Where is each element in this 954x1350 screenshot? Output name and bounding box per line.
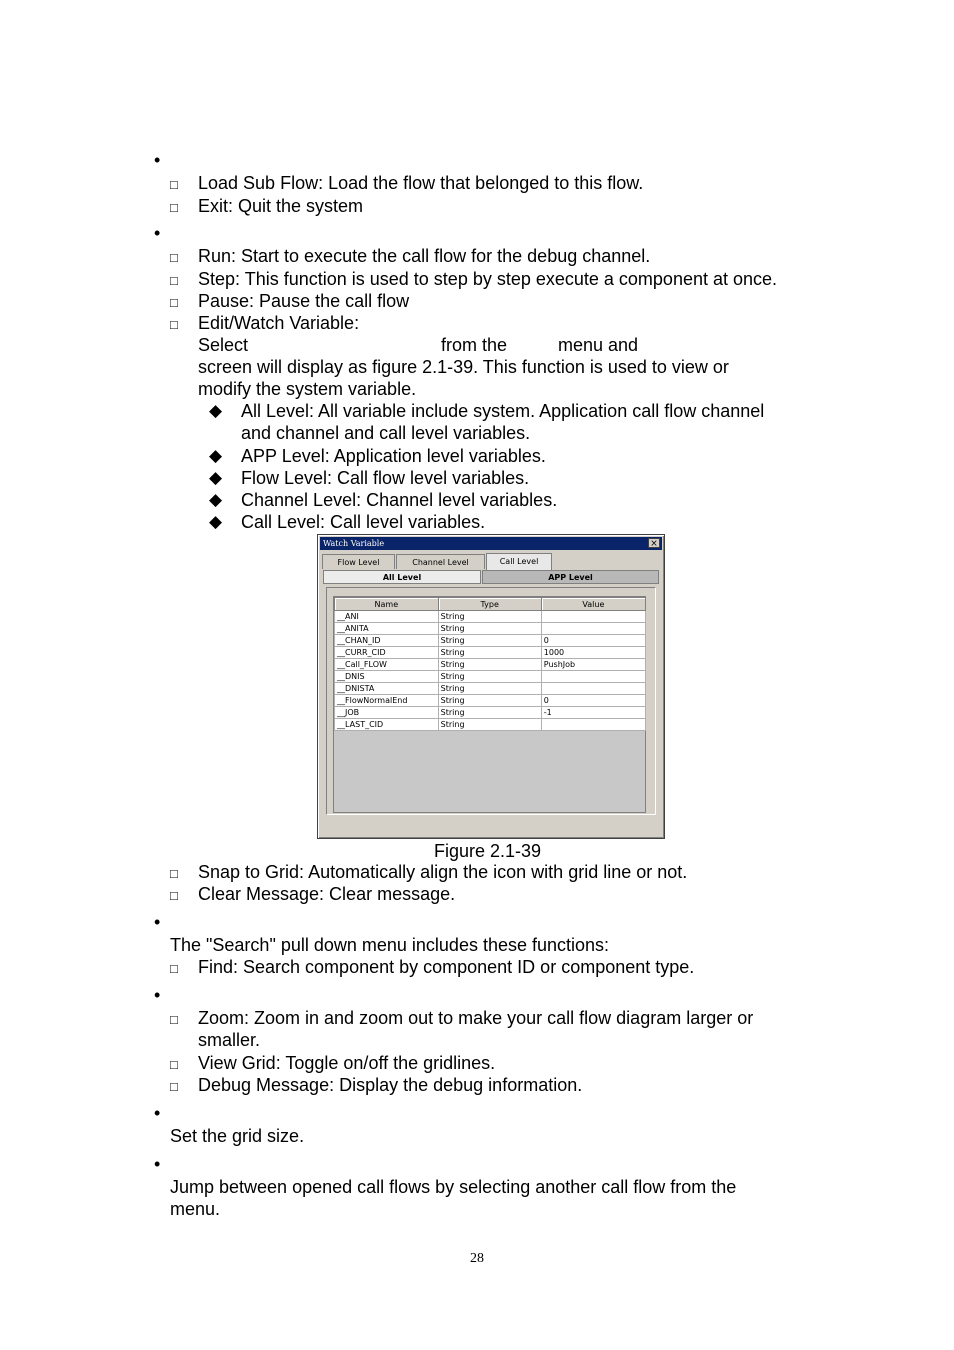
table-row[interactable] bbox=[335, 659, 646, 671]
text-desc-line2: modify the system variable. bbox=[198, 379, 417, 399]
cell-value bbox=[541, 623, 645, 635]
close-icon[interactable]: × bbox=[648, 538, 660, 548]
level-flow: Flow Level: Call flow level variables. bbox=[241, 468, 530, 488]
diamond-bullet: ◆ bbox=[209, 512, 223, 531]
tab-call-level[interactable]: Call Level bbox=[486, 553, 552, 570]
subtab-all-level[interactable]: All Level bbox=[323, 570, 481, 584]
variables-grid bbox=[333, 596, 646, 813]
diamond-bullet: ◆ bbox=[209, 468, 223, 487]
cell-type: String bbox=[438, 659, 541, 671]
cell-name: __Call_FLOW bbox=[335, 659, 439, 671]
text-desc-line1: screen will display as figure 2.1-39. This function is used to view or bbox=[198, 357, 729, 377]
table-row[interactable] bbox=[335, 683, 646, 695]
cell-name: __JOB bbox=[335, 707, 439, 719]
level-all: All Level: All variable include system. Application call flow channel bbox=[241, 401, 765, 421]
window-titlebar bbox=[320, 537, 662, 550]
cell-type: String bbox=[438, 695, 541, 707]
square-bullet: □ bbox=[170, 273, 178, 288]
watch-variable-window bbox=[317, 534, 665, 839]
square-bullet: □ bbox=[170, 317, 178, 332]
square-bullet: □ bbox=[170, 888, 178, 903]
cell-type: String bbox=[438, 671, 541, 683]
item-step: Step: This function is used to step by step execute a component at once. bbox=[198, 269, 778, 289]
cell-value: 0 bbox=[541, 695, 645, 707]
table-row[interactable] bbox=[335, 647, 646, 659]
table-row[interactable] bbox=[335, 671, 646, 683]
cell-value bbox=[541, 611, 645, 623]
bullet-view: • bbox=[154, 985, 161, 1005]
item-snap-to-grid: Snap to Grid: Automatically align the icon with grid line or not. bbox=[198, 862, 688, 882]
tab-flow-level[interactable]: Flow Level bbox=[322, 554, 395, 569]
item-pause: Pause: Pause the call flow bbox=[198, 291, 410, 311]
page-number: 28 bbox=[470, 1251, 484, 1266]
square-bullet: □ bbox=[170, 1012, 178, 1027]
table-row[interactable] bbox=[335, 707, 646, 719]
level-app: APP Level: Application level variables. bbox=[241, 446, 546, 466]
cell-value bbox=[541, 719, 645, 731]
square-bullet: □ bbox=[170, 250, 178, 265]
column-header-type[interactable]: Type bbox=[438, 598, 541, 611]
square-bullet: □ bbox=[170, 200, 178, 215]
search-intro: The "Search" pull down menu includes these functions: bbox=[170, 935, 610, 955]
table-row[interactable] bbox=[335, 623, 646, 635]
bullet-grid: • bbox=[154, 1103, 161, 1123]
cell-value: PushJob bbox=[541, 659, 645, 671]
cell-name: __ANITA bbox=[335, 623, 439, 635]
level-call: Call Level: Call level variables. bbox=[241, 512, 486, 532]
table-row[interactable] bbox=[335, 695, 646, 707]
window-title: Watch Variable bbox=[323, 539, 385, 548]
table-row[interactable] bbox=[335, 719, 646, 731]
grid-text: Set the grid size. bbox=[170, 1126, 305, 1146]
cell-value: -1 bbox=[541, 707, 645, 719]
item-clear-message: Clear Message: Clear message. bbox=[198, 884, 456, 904]
window-text-line1: Jump between opened call flows by selecting another call flow from the bbox=[170, 1177, 737, 1197]
cell-type: String bbox=[438, 611, 541, 623]
variables-table bbox=[334, 597, 646, 731]
cell-name: __CURR_CID bbox=[335, 647, 439, 659]
figure-caption: Figure 2.1-39 bbox=[434, 841, 542, 861]
square-bullet: □ bbox=[170, 177, 178, 192]
table-row[interactable] bbox=[335, 611, 646, 623]
cell-name: __CHAN_ID bbox=[335, 635, 439, 647]
window-text-line2: menu. bbox=[170, 1199, 221, 1219]
text-from-the: from the bbox=[441, 335, 508, 355]
level-channel: Channel Level: Channel level variables. bbox=[241, 490, 558, 510]
column-header-value[interactable]: Value bbox=[541, 598, 645, 611]
cell-type: String bbox=[438, 623, 541, 635]
cell-name: __FlowNormalEnd bbox=[335, 695, 439, 707]
square-bullet: □ bbox=[170, 961, 178, 976]
cell-value: 0 bbox=[541, 635, 645, 647]
bullet-window: • bbox=[154, 1154, 161, 1174]
text-menu-and: menu and bbox=[558, 335, 639, 355]
item-load-sub-flow: Load Sub Flow: Load the flow that belonged to this flow. bbox=[198, 173, 644, 193]
cell-name: __DNISTA bbox=[335, 683, 439, 695]
bullet-search: • bbox=[154, 912, 161, 932]
item-view-grid: View Grid: Toggle on/off the gridlines. bbox=[198, 1053, 496, 1073]
table-row[interactable] bbox=[335, 635, 646, 647]
level-all-cont: and channel and call level variables. bbox=[241, 423, 531, 443]
cell-type: String bbox=[438, 707, 541, 719]
cell-name: __ANI bbox=[335, 611, 439, 623]
square-bullet: □ bbox=[170, 295, 178, 310]
bullet-debug: • bbox=[154, 223, 161, 243]
subtab-app-level[interactable]: APP Level bbox=[482, 570, 659, 584]
diamond-bullet: ◆ bbox=[209, 446, 223, 465]
cell-value bbox=[541, 671, 645, 683]
cell-name: __LAST_CID bbox=[335, 719, 439, 731]
square-bullet: □ bbox=[170, 1057, 178, 1072]
item-run: Run: Start to execute the call flow for the debug channel. bbox=[198, 246, 651, 266]
cell-name: __DNIS bbox=[335, 671, 439, 683]
tab-channel-level[interactable]: Channel Level bbox=[396, 554, 485, 569]
bullet-file: • bbox=[154, 150, 161, 170]
diamond-bullet: ◆ bbox=[209, 490, 223, 509]
square-bullet: □ bbox=[170, 866, 178, 881]
text-select: Select bbox=[198, 335, 249, 355]
item-zoom: Zoom: Zoom in and zoom out to make your call flow diagram larger or bbox=[198, 1008, 754, 1028]
diamond-bullet: ◆ bbox=[209, 401, 223, 420]
cell-type: String bbox=[438, 647, 541, 659]
cell-type: String bbox=[438, 719, 541, 731]
item-edit-watch: Edit/Watch Variable: bbox=[198, 313, 360, 333]
item-find: Find: Search component by component ID or component type. bbox=[198, 957, 695, 977]
cell-type: String bbox=[438, 683, 541, 695]
cell-value: 1000 bbox=[541, 647, 645, 659]
item-zoom-cont: smaller. bbox=[198, 1030, 261, 1050]
item-debug-message: Debug Message: Display the debug information. bbox=[198, 1075, 583, 1095]
square-bullet: □ bbox=[170, 1079, 178, 1094]
item-exit: Exit: Quit the system bbox=[198, 196, 364, 216]
column-header-name[interactable]: Name bbox=[335, 598, 439, 611]
cell-type: String bbox=[438, 635, 541, 647]
cell-value bbox=[541, 683, 645, 695]
